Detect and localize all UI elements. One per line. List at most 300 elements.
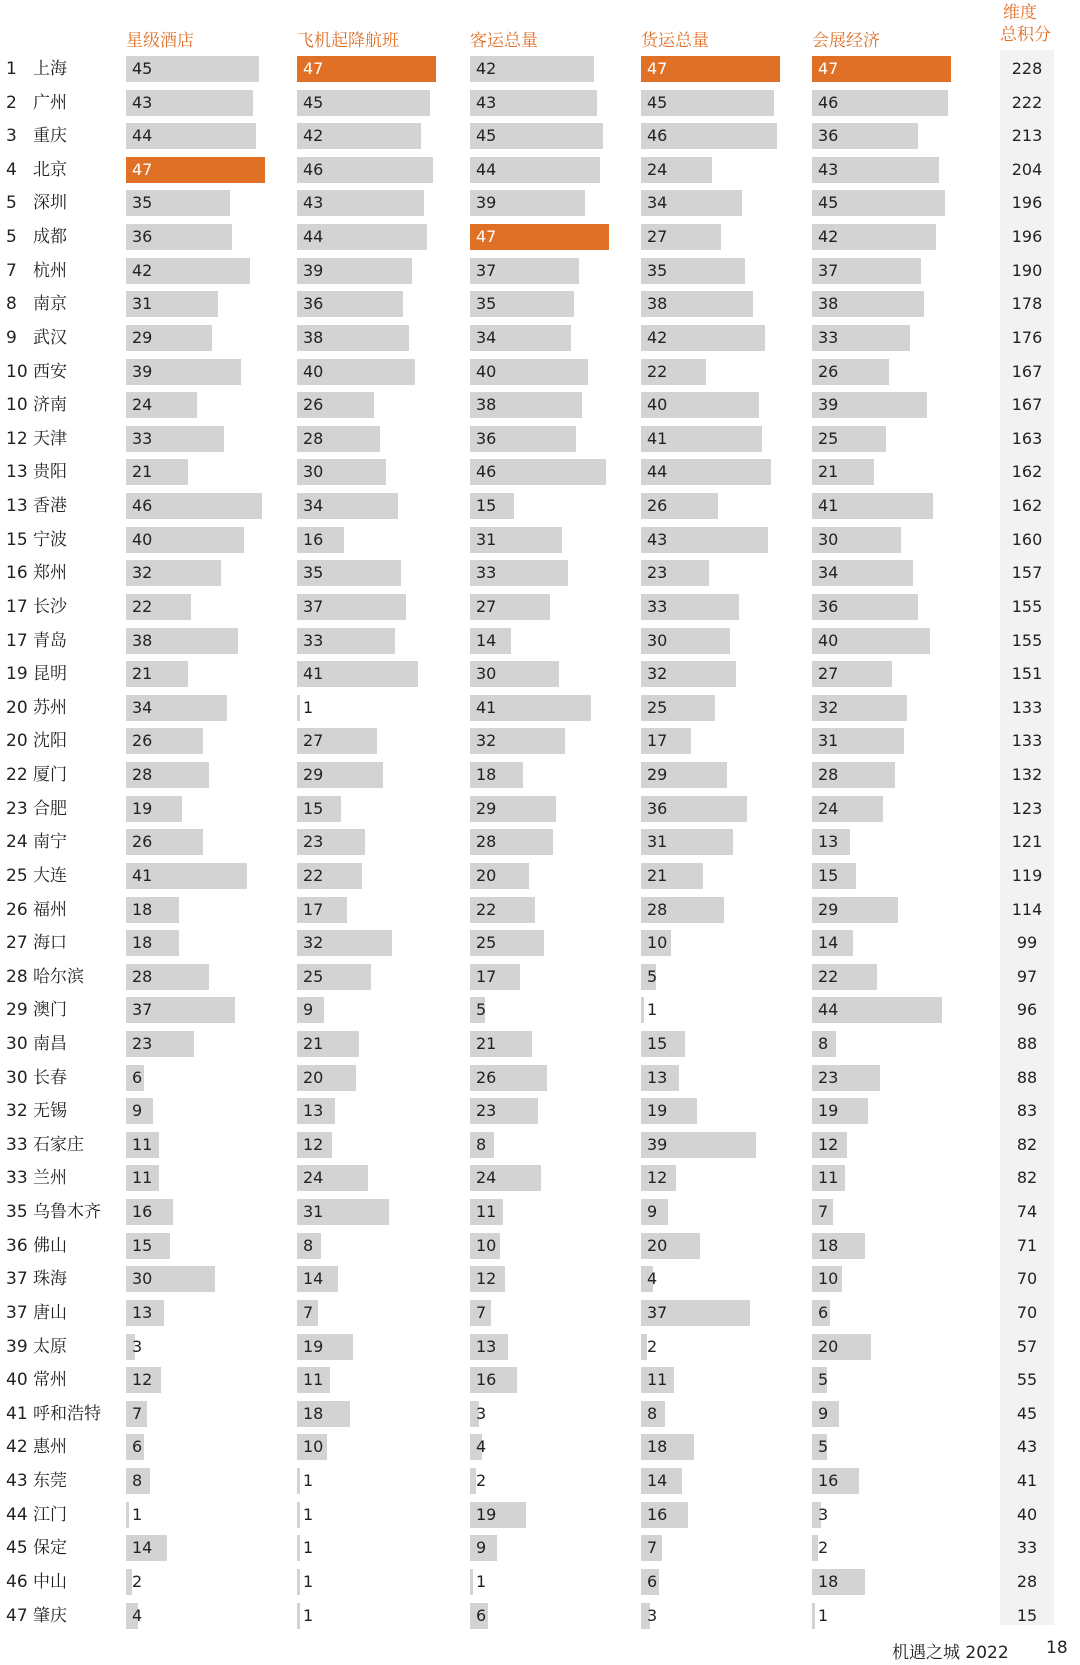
rank: 24 [6,832,28,853]
bar-value-label: 25 [476,933,497,953]
bar-value-label: 45 [476,126,497,146]
bar-value-label: 42 [132,260,153,280]
bar-value-label: 24 [303,1168,324,1188]
bar-value-label: 4 [476,1437,487,1457]
rank: 28 [6,966,28,987]
total-score: 196 [1011,193,1043,213]
bar-value-label: 44 [647,462,668,482]
bar-value-label: 6 [132,1067,143,1087]
rank: 36 [6,1235,28,1256]
bar-value-label: 12 [647,1168,668,1188]
row-label [6,426,67,452]
total-score: 151 [1011,664,1043,684]
bar-value-label: 37 [647,1302,668,1322]
city-name: 肇庆 [33,1605,68,1626]
bar-value-label: 24 [647,159,668,179]
total-score: 167 [1011,395,1043,415]
total-score: 222 [1011,92,1043,112]
bar-value-label: 21 [647,865,668,885]
bar-value-label: 18 [132,899,153,919]
row-label [6,56,67,82]
bar-value-label: 33 [647,596,668,616]
bar-value-label: 8 [476,1134,487,1154]
total-score: 43 [1016,1437,1038,1457]
bar-value-label: 30 [647,630,668,650]
total-score: 204 [1011,159,1043,179]
total-score: 133 [1011,731,1043,751]
bar-value-label: 38 [303,327,324,347]
bar-value-label: 47 [647,59,668,78]
bar-value-label: 31 [647,832,668,852]
row-label [6,964,84,990]
rank: 10 [6,361,28,382]
city-name: 武汉 [33,327,68,348]
total-score: 99 [1016,933,1038,953]
bar-value-label: 6 [647,1571,658,1591]
bar-value-label: 36 [818,126,839,146]
bar-value-label: 20 [818,1336,839,1356]
row-label [6,1603,67,1629]
bar-value-label: 27 [647,227,668,247]
bar-value-label: 30 [818,529,839,549]
bar-value-label: 26 [476,1067,497,1087]
city-name: 惠州 [33,1437,68,1458]
bar-value-label: 1 [303,697,314,717]
footer-title: 机遇之城 2022 [892,1643,1009,1663]
column-header-total-score: 维度 总积分 [1000,3,1051,45]
total-score: 132 [1011,765,1043,785]
bar-value-label: 47 [476,227,497,247]
bar-value-label: 19 [303,1336,324,1356]
bar-value-label: 29 [818,899,839,919]
bar-value-label: 42 [476,59,497,78]
bar-value-label: 19 [132,798,153,818]
bar-value-label: 13 [647,1067,668,1087]
city-name: 郑州 [33,563,68,584]
bar-value-label: 32 [647,664,668,684]
city-name: 沈阳 [33,731,68,752]
bar-value-label: 6 [476,1605,487,1625]
rank: 15 [6,529,28,550]
bar-value-label: 18 [818,1235,839,1255]
bar-value-label: 1 [647,1000,658,1020]
total-score: 133 [1011,697,1043,717]
bar-value-label: 28 [476,832,497,852]
bar-value-label: 34 [647,193,668,213]
rank: 17 [6,630,28,651]
rank: 45 [6,1538,28,1559]
rank: 13 [6,496,28,517]
column-header-freight: 货运总量 [641,31,709,51]
rank: 16 [6,563,28,584]
row-label [6,258,67,284]
bar-value-label: 2 [476,1471,487,1491]
bar-value-label: 28 [303,428,324,448]
rank: 33 [6,1168,28,1189]
bar-value-label: 23 [476,1101,497,1121]
row-label [6,1569,67,1595]
bar-value-label: 15 [647,1033,668,1053]
bar-value-label: 29 [132,327,153,347]
row-label [6,190,67,216]
bar-value-label: 45 [818,193,839,213]
bar-value-label: 15 [303,798,324,818]
bar-value-label: 10 [476,1235,497,1255]
bar-value-label: 4 [132,1605,143,1625]
row-label [6,997,67,1023]
bar-value-label: 22 [303,865,324,885]
row-label [6,695,67,721]
total-score: 163 [1011,428,1043,448]
total-score: 70 [1016,1269,1038,1289]
bar-value-label: 22 [647,361,668,381]
bar-value-label: 23 [303,832,324,852]
bar-value-label: 46 [303,159,324,179]
city-name: 厦门 [33,765,68,786]
bar-value-label: 10 [647,933,668,953]
bar-value-label: 7 [647,1538,658,1558]
bar-value-label: 43 [132,92,153,112]
rank: 42 [6,1437,28,1458]
bar-value-label: 47 [303,59,324,78]
bar-value-label: 1 [303,1471,314,1491]
bar-value-label: 7 [818,1202,829,1222]
bar-value-label: 3 [476,1403,487,1423]
bar-value-label: 15 [818,865,839,885]
bar-value-label: 34 [303,496,324,516]
column-header-passengers: 客运总量 [470,31,538,51]
bar-value-label: 26 [303,395,324,415]
bar-value-label: 26 [818,361,839,381]
rank: 9 [6,327,17,348]
bar-value-label: 29 [303,765,324,785]
bar-value-label: 17 [476,966,497,986]
total-score: 162 [1011,462,1043,482]
column-header-exhibition: 会展经济 [812,31,880,51]
bar-value-label: 39 [303,260,324,280]
city-name: 大连 [33,865,68,886]
total-score: 160 [1011,529,1043,549]
bar-value-label: 25 [303,966,324,986]
row-label [6,527,67,553]
rank: 35 [6,1202,28,1223]
bar-value-label: 3 [132,1336,143,1356]
bar-value-label: 2 [647,1336,658,1356]
city-name: 唐山 [33,1302,68,1323]
bar-value-label: 47 [132,159,153,179]
bar-value-label: 37 [303,596,324,616]
rank: 19 [6,664,28,685]
bar-value-label: 32 [818,697,839,717]
row-label [6,1434,67,1460]
bar-value-label: 46 [476,462,497,482]
bar-value-label: 5 [476,1000,487,1020]
bar-value-label: 41 [647,428,668,448]
row-label [6,1098,67,1124]
row-label [6,863,67,889]
bar-value-label: 34 [476,327,497,347]
rank: 7 [6,260,17,281]
bar-value-label: 38 [476,395,497,415]
total-score: 97 [1016,966,1038,986]
bar-value-label: 27 [303,731,324,751]
city-name: 南京 [33,294,68,315]
bar-value-label: 43 [303,193,324,213]
city-name: 广州 [33,92,68,113]
bar-value-label: 36 [132,227,153,247]
bar-value-label: 11 [303,1370,324,1390]
rank: 37 [6,1302,28,1323]
rank: 29 [6,1000,28,1021]
bar-value-label: 24 [818,798,839,818]
city-name: 济南 [33,395,68,416]
row-label [6,1065,67,1091]
city-name: 上海 [33,59,68,79]
bar-value-label: 41 [303,664,324,684]
city-name: 南宁 [33,832,68,853]
total-score: 157 [1011,563,1043,583]
row-label [6,594,67,620]
bar-value-label: 12 [303,1134,324,1154]
city-name: 长春 [33,1067,68,1088]
city-name: 昆明 [33,664,68,685]
bar-value-label: 2 [818,1538,829,1558]
row-label [6,1535,67,1561]
bar-value-label: 15 [132,1235,153,1255]
total-score: 88 [1016,1067,1038,1087]
row-label [6,325,67,351]
bar-value-label: 5 [647,966,658,986]
bar-value-label: 13 [818,832,839,852]
total-score: 114 [1011,899,1043,919]
bar-value-label: 11 [132,1168,153,1188]
page-number: 18 [1046,1638,1068,1658]
rank: 47 [6,1605,28,1626]
city-name: 江门 [33,1504,68,1525]
rank: 22 [6,765,28,786]
rank: 20 [6,731,28,752]
row-label [6,796,67,822]
total-score: 155 [1011,630,1043,650]
total-score: 213 [1011,126,1043,146]
bar-value-label: 13 [132,1302,153,1322]
rank: 30 [6,1067,28,1088]
bar-value-label: 3 [818,1504,829,1524]
city-name: 贵阳 [33,462,68,483]
row-label [6,123,67,149]
bar-value-label: 13 [476,1336,497,1356]
total-score: 71 [1016,1235,1038,1255]
bar-value-label: 30 [132,1269,153,1289]
city-name: 呼和浩特 [33,1403,102,1424]
bar-value-label: 39 [647,1134,668,1154]
bar-value-label: 20 [476,865,497,885]
bar-value-label: 3 [647,1605,658,1625]
bar-value-label: 18 [303,1403,324,1423]
city-name: 合肥 [33,798,68,819]
bar-value-label: 11 [132,1134,153,1154]
bar-value-label: 29 [647,765,668,785]
bar-value-label: 33 [818,327,839,347]
rank: 44 [6,1504,28,1525]
bar-value-label: 42 [647,327,668,347]
city-name: 宁波 [33,529,68,550]
bar-value-label: 20 [303,1067,324,1087]
bar-value-label: 14 [132,1538,153,1558]
row-label [6,1031,67,1057]
bar-value-label: 41 [818,496,839,516]
bar-value-label: 39 [818,395,839,415]
row-label [6,829,67,855]
bar-value-label: 41 [476,697,497,717]
row-label [6,359,67,385]
row-label [6,157,67,183]
bar-value-label: 10 [818,1269,839,1289]
bar-value-label: 35 [303,563,324,583]
bar-value-label: 46 [818,92,839,112]
total-score: 121 [1011,832,1043,852]
rank: 43 [6,1471,28,1492]
bar-value-label: 10 [303,1437,324,1457]
bar-value-label: 44 [303,227,324,247]
total-score: 123 [1011,798,1043,818]
total-score: 119 [1011,865,1043,885]
bar-value-label: 9 [132,1101,143,1121]
row-label [6,1468,67,1494]
bar-value-label: 9 [303,1000,314,1020]
city-name: 兰州 [33,1168,68,1189]
bar-value-label: 6 [818,1302,829,1322]
bar-value-label: 40 [818,630,839,650]
bar-value-label: 43 [476,92,497,112]
row-label [6,1502,67,1528]
row-label [6,930,67,956]
rank: 17 [6,596,28,617]
bar-value-label: 8 [647,1403,658,1423]
bar-value-label: 27 [818,664,839,684]
rank: 37 [6,1269,28,1290]
bar-value-label: 21 [132,462,153,482]
bar-value-label: 28 [132,966,153,986]
bar-value-label: 25 [647,697,668,717]
column-header-hotels: 星级酒店 [126,31,194,51]
bar-value-label: 7 [476,1302,487,1322]
total-score: 228 [1011,59,1043,78]
bar-value-label: 23 [818,1067,839,1087]
total-score: 41 [1016,1471,1038,1491]
bar-value-label: 17 [303,899,324,919]
bar-value-label: 45 [303,92,324,112]
bar-value-label: 37 [132,1000,153,1020]
row-label [6,459,67,485]
row-label [6,560,67,586]
bar-value-label: 19 [476,1504,497,1524]
row-label [6,493,67,519]
bar-value-label: 16 [476,1370,497,1390]
row-label [6,392,67,418]
bar-value-label: 12 [818,1134,839,1154]
bar-value-label: 19 [647,1101,668,1121]
rank: 30 [6,1033,28,1054]
bar-value-label: 42 [303,126,324,146]
column-header-flights: 飞机起降航班 [297,31,399,51]
row-label [6,1401,101,1427]
bar-value-label: 1 [818,1605,829,1625]
city-name: 北京 [33,159,68,180]
bar-value-label: 14 [818,933,839,953]
total-score: 190 [1011,260,1043,280]
bar-value-label: 7 [132,1403,143,1423]
bar-value-label: 22 [132,596,153,616]
row-label [6,1165,67,1191]
rank: 1 [6,59,17,79]
bar-value-label: 5 [818,1437,829,1457]
bar-value-label: 35 [132,193,153,213]
bar-value-label: 46 [132,496,153,516]
bar-value-label: 44 [476,159,497,179]
city-name: 保定 [33,1538,68,1559]
rank: 20 [6,697,28,718]
row-label [6,897,67,923]
total-score: 83 [1016,1101,1038,1121]
total-score: 167 [1011,361,1043,381]
city-name: 佛山 [33,1235,68,1256]
total-score: 196 [1011,227,1043,247]
bar-value-label: 2 [132,1571,143,1591]
row-label [6,628,67,654]
bar-value-label: 16 [303,529,324,549]
total-score: 162 [1011,496,1043,516]
bar-value-label: 5 [818,1370,829,1390]
bar-value-label: 22 [476,899,497,919]
city-name: 哈尔滨 [33,966,85,987]
bar-value-label: 9 [476,1538,487,1558]
bar-value-label: 9 [647,1202,658,1222]
bar-value-label: 32 [303,933,324,953]
bar-value-label: 14 [647,1471,668,1491]
rank: 41 [6,1403,28,1424]
bar-value-label: 47 [818,59,839,78]
bar-value-label: 35 [647,260,668,280]
bar-value-label: 28 [132,765,153,785]
city-name: 石家庄 [33,1134,85,1155]
rank: 26 [6,899,28,920]
bar-value-label: 28 [647,899,668,919]
bar-value-label: 16 [132,1202,153,1222]
bar-value-label: 27 [476,596,497,616]
bar-value-label: 30 [303,462,324,482]
bar-value-label: 38 [132,630,153,650]
city-name: 无锡 [33,1101,68,1122]
bar-value-label: 1 [303,1605,314,1625]
bar-value-label: 44 [818,1000,839,1020]
bar-value-label: 14 [476,630,497,650]
bar-value-label: 37 [476,260,497,280]
total-score: 82 [1016,1168,1038,1188]
bar-value-label: 12 [132,1370,153,1390]
row-label [6,1300,67,1326]
bar-value-label: 36 [303,294,324,314]
total-score: 28 [1016,1571,1038,1591]
bar-value-label: 1 [132,1504,143,1524]
bar-value-label: 34 [818,563,839,583]
total-score: 15 [1016,1605,1038,1625]
bar-value-label: 1 [476,1571,487,1591]
row-label [6,1367,67,1393]
bar-value-label: 11 [818,1168,839,1188]
bar-value-label: 17 [647,731,668,751]
bar-value-label: 26 [647,496,668,516]
